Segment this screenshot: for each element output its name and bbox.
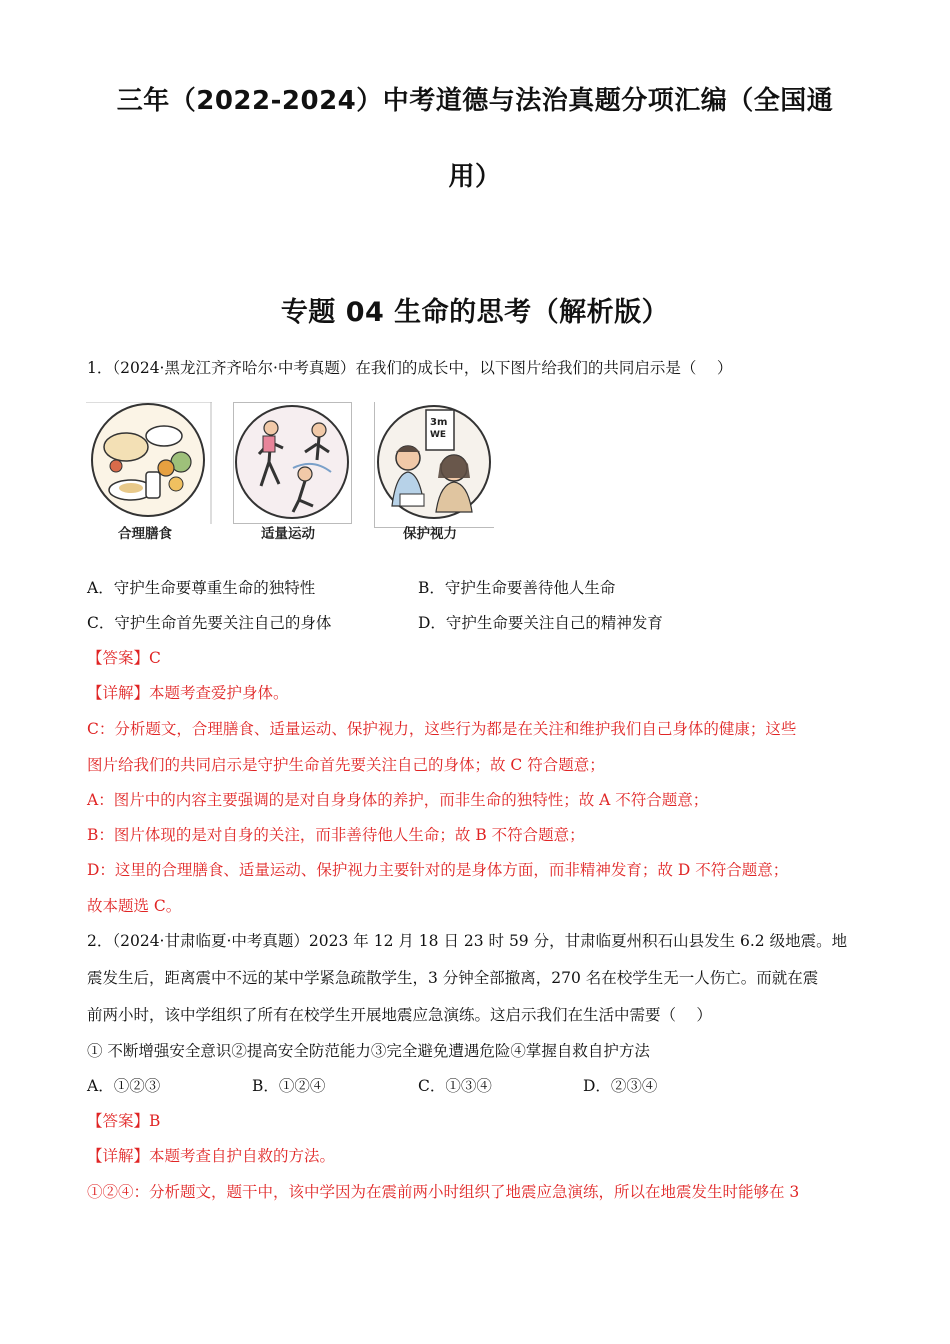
q2-stem-line: 前两小时，该中学组织了所有在校学生开展地震应急演练。这启示我们在生活中需要（ ）: [87, 1006, 712, 1024]
q2-answer: 【答案】B: [87, 1112, 161, 1130]
exercise-icon: [233, 402, 353, 524]
q1-option-a: A．守护生命要尊重生命的独特性: [87, 579, 316, 597]
q1-analysis-line: D：这里的合理膳食、适量运动、保护视力主要针对的是身体方面，而非精神发育；故 D 不符合题意；: [87, 861, 789, 879]
q2-stem-line: 2．（2024·甘肃临夏·中考真题）2023 年 12 月 18 日 23 时 59 分，甘肃临夏州积石山县发生 6.2 级地震。地: [87, 932, 848, 950]
document-subtitle: 专题 04 生命的思考（解析版）: [280, 297, 670, 328]
food-plate-icon: [86, 402, 212, 524]
q1-image-food: [86, 402, 212, 524]
q1-analysis-line: A：图片中的内容主要强调的是对自身身体的养护，而非生命的独特性；故 A 不符合题意；: [87, 791, 709, 809]
q1-image-exercise: [233, 402, 353, 524]
q1-detail: 【详解】本题考查爱护身体。: [87, 684, 289, 702]
q2-stem-line: 震发生后，距离震中不远的某中学紧急疏散学生，3 分钟全部撤离，270 名在校学生无一人伤亡。而就在震: [87, 969, 819, 987]
document-title-line2: 用）: [448, 162, 502, 192]
q2-option-d: D．②③④: [583, 1077, 658, 1095]
q2-option-a: A．①②③: [87, 1077, 161, 1095]
q2-stem-line: ① 不断增强安全意识②提高安全防范能力③完全避免遭遇危险④掌握自救自护方法: [87, 1042, 650, 1060]
q1-answer: 【答案】C: [87, 649, 161, 667]
q1-image-eyesight: [374, 402, 494, 528]
svg-text:WE: WE: [430, 430, 447, 440]
q1-stem: 1．（2024·黑龙江齐齐哈尔·中考真题）在我们的成长中，以下图片给我们的共同启示是（ ）: [87, 359, 733, 377]
q1-caption-food: 合理膳食: [118, 526, 172, 542]
q1-option-d: D．守护生命要关注自己的精神发育: [418, 614, 663, 632]
q2-analysis-line: ①②④：分析题文，题干中，该中学因为在震前两小时组织了地震应急演练，所以在地震发生时能够在 3: [87, 1183, 800, 1201]
q2-detail: 【详解】本题考查自护自救的方法。: [87, 1147, 336, 1165]
q1-caption-exercise: 适量运动: [261, 526, 315, 542]
q1-option-c: C．守护生命首先要关注自己的身体: [87, 614, 332, 632]
q2-option-b: B．①②④: [252, 1077, 326, 1095]
q1-caption-eyesight: 保护视力: [403, 526, 457, 542]
svg-text:3m: 3m: [430, 417, 448, 428]
q1-analysis-line: 故本题选 C。: [87, 897, 182, 915]
q1-analysis-line: B：图片体现的是对自身的关注，而非善待他人生命；故 B 不符合题意；: [87, 826, 585, 844]
q2-option-c: C．①③④: [418, 1077, 492, 1095]
document-title-line1: 三年（2022-2024）中考道德与法治真题分项汇编（全国通: [116, 86, 834, 116]
eyesight-icon: [374, 402, 494, 528]
q1-analysis-line: C：分析题文，合理膳食、适量运动、保护视力，这些行为都是在关注和维护我们自己身体的健康；这些: [87, 720, 797, 738]
q1-analysis-line: 图片给我们的共同启示是守护生命首先要关注自己的身体；故 C 符合题意；: [87, 756, 605, 774]
q1-option-b: B．守护生命要善待他人生命: [418, 579, 616, 597]
